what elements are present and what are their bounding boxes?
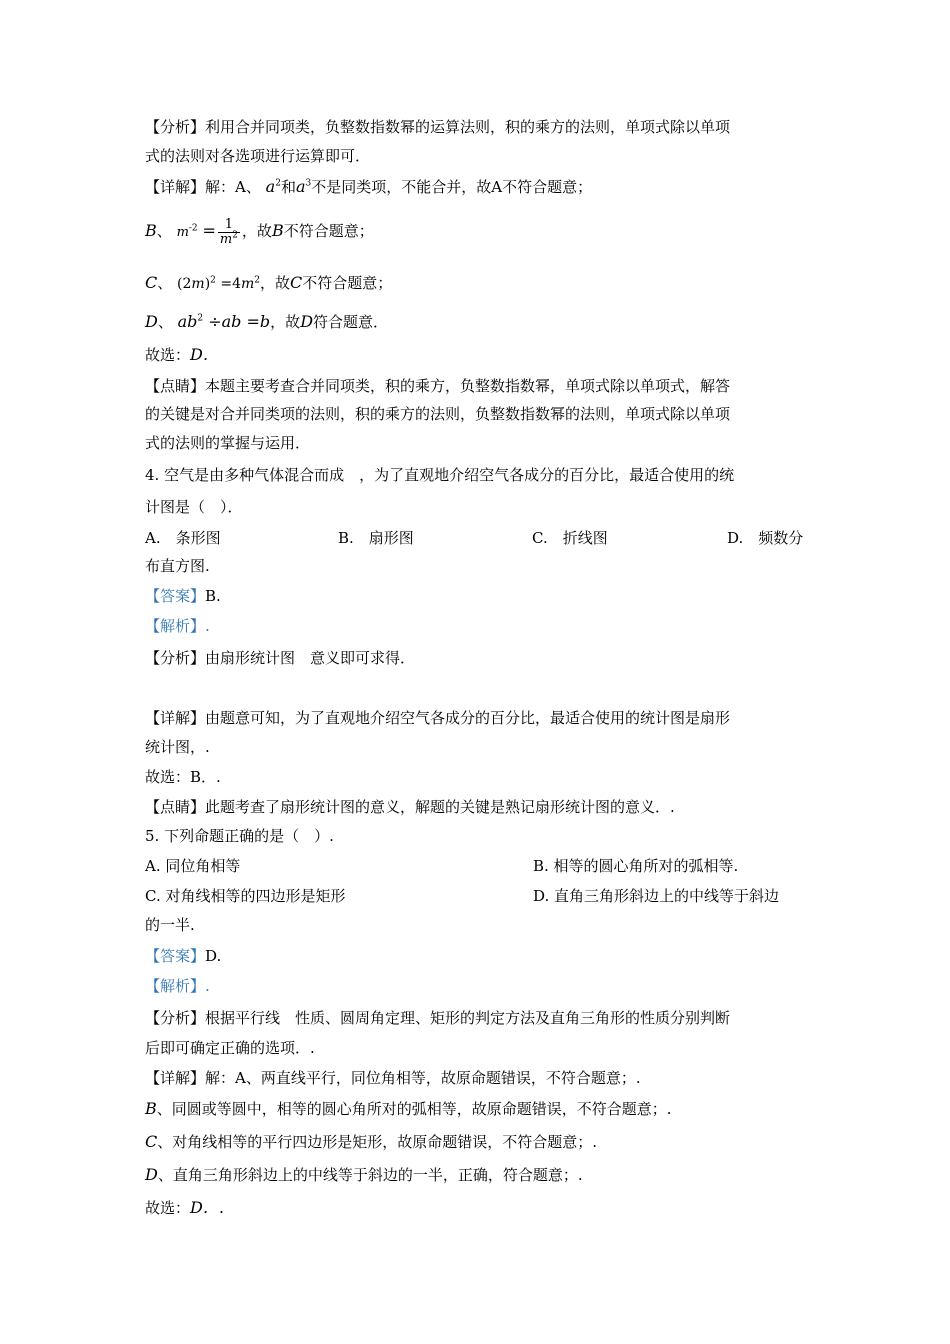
q4-option-d-tail: 布直方图. [145, 557, 210, 575]
q4-option-b: B. 扇形图 [338, 529, 414, 547]
q4-stem-line-1: 4. 空气是由多种气体混合而成 ，为了直观地介绍空气各成分的百分比，最适合使用的统 [145, 466, 735, 484]
math-m-neg2: $m^{-2}$ [176, 223, 198, 240]
q4-comment: 【点睛】此题考查了扇形统计图的意义，解题的关键是熟记扇形统计图的意义．. [145, 798, 675, 816]
q3-detail-d: D、 $ab^2 \div ab =b$，故D符合题意． [145, 312, 389, 331]
q4-option-c: C. 折线图 [532, 529, 608, 547]
q5-analysis-line-2: 后即可确定正确的选项．. [145, 1039, 315, 1057]
q5-option-d: D. 直角三角形斜边上的中线等于斜边 [533, 887, 780, 905]
q5-option-d-tail: 的一半. [145, 916, 195, 934]
q5-option-b: B. 相等的圆心角所对的弧相等. [533, 857, 739, 875]
q5-option-a: A. 同位角相等 [145, 857, 241, 875]
q4-answer: 【答案】B. [145, 587, 221, 605]
q4-option-a: A. 条形图 [145, 529, 221, 547]
q5-jiexi: 【解析】. [145, 977, 210, 995]
q5-detail-c: C、对角线相等的平行四边形是矩形，故原命题错误，不符合题意；. [145, 1132, 598, 1151]
q3-comment-line-1: 【点睛】本题主要考查合并同项类，积的乘方，负整数指数幂，单项式除以单项式，解答 [145, 377, 731, 395]
q4-detail-line-2: 统计图，. [145, 738, 210, 756]
math-fraction-1-over-m2: $\frac{1}{m^2}$ [219, 216, 238, 247]
math-ab2-div-ab: $ab^2 \div ab =b$ [177, 312, 271, 331]
q3-comment-line-2: 的关键是对合并同类项的法则，积的乘方的法则，负整数指数幂的法则，单项式除以单项 [145, 405, 731, 423]
q4-choose: 故选：B．. [145, 768, 221, 786]
q3-comment-line-3: 式的法则的掌握与运用． [145, 434, 311, 452]
q5-detail-a: 【详解】解：A、两直线平行，同位角相等，故原命题错误，不符合题意；. [145, 1069, 641, 1087]
q3-detail-c: C、 $(2m)^2 =4m^2$，故C不符合题意； [145, 273, 393, 292]
math-a-cubed: $a^3$ [295, 177, 312, 196]
q3-analysis-line-1: 【分析】利用合并同项类，负整数指数幂的运算法则，积的乘方的法则，单项式除以单项 [145, 118, 731, 136]
q5-detail-b: B、同圆或等圆中，相等的圆心角所对的弧相等，故原命题错误，不符合题意；. [145, 1099, 672, 1118]
q4-option-d: D. 频数分 [727, 529, 804, 547]
q5-stem: 5. 下列命题正确的是（ ）. [145, 827, 334, 845]
q4-detail-line-1: 【详解】由题意可知，为了直观地介绍空气各成分的百分比，最适合使用的统计图是扇形 [145, 709, 731, 727]
q3-analysis-line-2: 式的法则对各选项进行运算即可． [145, 147, 371, 165]
q5-answer: 【答案】D. [145, 947, 222, 965]
q3-detail-a: 【详解】解：A、 $a^2$和$a^3$不是同类项，不能合并，故A不符合题意； [145, 177, 593, 196]
math-a-squared: $a^2$ [265, 177, 281, 196]
q5-choose: 故选：D．. [145, 1198, 224, 1217]
q5-option-c: C. 对角线相等的四边形是矩形 [145, 887, 346, 905]
q4-stem-line-2: 计图是（ ）． [145, 498, 243, 516]
q5-detail-d: D、直角三角形斜边上的中线等于斜边的一半，正确，符合题意；. [145, 1165, 583, 1184]
q3-choose: 故选：D． [145, 345, 219, 364]
math-2m-squared: $(2m)^2 =4m^2$ [177, 275, 261, 292]
q4-analysis: 【分析】由扇形统计图 意义即可求得． [145, 649, 416, 667]
q3-detail-b: B、 $m^{-2}$ = $\frac{1}{m^2}$ ，故B不符合题意； [145, 216, 374, 247]
q4-jiexi: 【解析】. [145, 617, 210, 635]
q5-analysis-line-1: 【分析】根据平行线 性质、圆周角定理、矩形的判定方法及直角三角形的性质分别判断 [145, 1009, 731, 1027]
